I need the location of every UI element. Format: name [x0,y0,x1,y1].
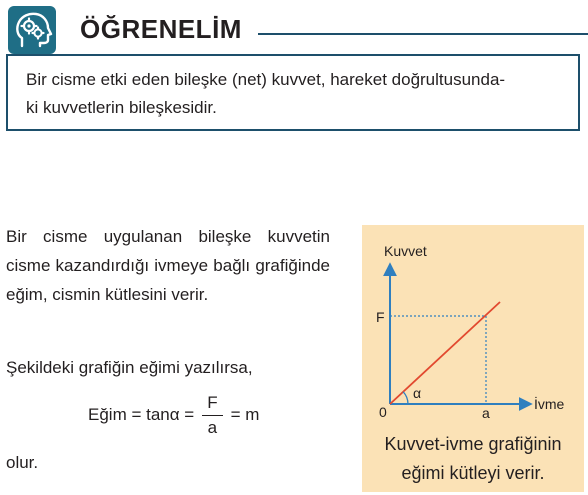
info-line-2: ki kuvvetlerin bileşkesidir. [26,98,217,117]
origin-label: 0 [379,404,387,420]
title-rule [258,33,588,35]
formula-fraction [202,393,222,438]
slope-formula [88,392,259,438]
y-axis-label: Kuvvet [384,243,427,259]
formula-lhs: Eğim = tanα = [88,405,195,424]
alpha-label: α [413,385,422,401]
caption-line-2: eğimi kütleyi verir. [401,463,545,483]
f-tick-label: F [376,309,385,325]
formula-denominator: a [207,417,218,437]
section-title: ÖĞRENELİM [80,14,242,44]
head-gears-icon [8,6,56,54]
x-axis-label: İvme [534,396,565,412]
paragraph-slope-mass: Bir cisme uygulanan bileşke kuvvetin cisme kazandırdığı ivmeye bağlı grafiğinde eğim, cismin kütlesini verir. [6,227,330,304]
info-box-text [26,66,566,122]
force-line [390,302,500,404]
graph-caption [362,430,584,488]
formula-rhs: = m [230,405,260,424]
info-line-1: Bir cisme etki eden bileşke (net) kuvvet, hareket doğrultusunda- [26,70,506,89]
caption-line-1: Kuvvet-ivme grafiğinin [384,434,562,454]
paragraph-conclusion: olur. [6,453,39,472]
paragraph-slope-intro: Şekildeki grafiğin eğimi yazılırsa, [6,358,253,377]
angle-arc [403,392,408,404]
formula-numerator: F [202,393,222,416]
a-tick-label: a [482,405,490,421]
